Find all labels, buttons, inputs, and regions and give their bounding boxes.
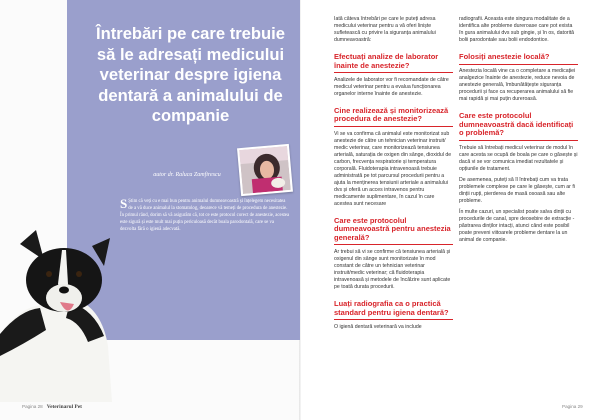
drop-cap: S: [120, 196, 128, 211]
page-number-right: Pagina 29: [562, 404, 583, 409]
heading-text: Care este protocolul dumneavoastră pentru anestezia generală?: [334, 215, 451, 242]
author-photo: [237, 144, 293, 196]
text-column-2: [459, 16, 578, 248]
magazine-brand: Veterinarul Pet: [46, 404, 82, 410]
answer-paragraph: O igienă dentară veterinară va include: [334, 323, 422, 330]
heading-rule: [334, 319, 453, 320]
question-heading: [334, 107, 453, 127]
heading-text: Folosiți anestezie locală?: [459, 52, 550, 61]
intro-paragraph: [120, 198, 290, 233]
answer-paragraph: Analizele de laborator vor fi recomandate de către medicul veterinar pentru a evalua funcționarea organelor interne înainte de anestezie.: [334, 76, 449, 97]
heading-rule: [459, 140, 578, 141]
heading-text: Efectuați analize de laborator înainte de anestezie?: [334, 52, 439, 70]
answer-paragraph: În multe cazuri, un specialist poate salva dinții cu procedurile de canal, spre deosebire de extracție - păstrarea dinților intacți, atunci când este posibil poate preveni viitoarele probleme dentare la un animal de companie.: [459, 208, 575, 243]
question-heading: [334, 217, 453, 245]
question-heading: [459, 112, 578, 140]
answer-paragraph: Anestezia locală vine ca o completare a medicației analgezice înainte de anestezie, reduce nevoia de anestezie generală, îmbunătățește siguranța procedurii și face ca recuperarea animalului să fie mai rapidă și mai puțin dureroasă.: [459, 68, 576, 103]
heading-rule: [334, 126, 453, 127]
heading-text: Cine realizează și monitorizează procedura de anestezie?: [334, 105, 449, 124]
page-number-left: Pagina 28: [22, 404, 43, 409]
article-title: Întrebări pe care trebuie să le adresați medicului veterinar despre igiena dentară a animalului de companie: [95, 24, 286, 125]
heading-rule: [334, 72, 453, 73]
question-heading: [334, 300, 453, 320]
heading-text: Luați radiografia ca o practică standard pentru igiena dentară?: [334, 298, 449, 317]
heading-rule: [459, 64, 578, 65]
answer-paragraph: De asemenea, puteți să îl întrebați cum va trata problemele complexe pe care le găsește, cum ar fi dinții rupți, pierderea de masă osoasă sau alte probleme.: [459, 176, 575, 204]
author-byline: autor dr. Raluca Zamfirescu: [153, 172, 221, 178]
answer-paragraph: radiografii. Aceasta este singura modalitate de a identifica alte probleme dureroase care pot exista în gura animalului dvs sub gingie, și în os, datorită bolii parodontale sau bolii endodontice.: [459, 16, 575, 43]
column-intro: Iată câteva întrebări pe care le puteți adresa medicului veterinar pentru a vă oferi liniște sufletească cu privire la siguranța animalului dumneavoastră:: [334, 16, 436, 43]
question-heading: [459, 53, 578, 64]
question-heading: [334, 53, 453, 73]
answer-paragraph: Ar trebui să vi se confirme că tensiunea arterială și oxigenul din sânge sunt monitorizate în mod constant de către un tehnician veterinar instruit/medic veterinar; că fluidoterapia intravenoasă și metodele de încălzire sunt aplicate pe toată durata procedurii.: [334, 248, 451, 290]
intro-text: Știm că veți cu e mai bun pentru animalul dumneavoastră și înțelegem necesitatea de a vă duce animalul la stomatolog, deoarece vă temeți de procedura de anestezie. În primul rând, dorim să vă asigurăm că, tot ce este protocol corect de anestezie, acestea este sigură și este mult mai puțin periculoasă decât boala parodontală, care se va dezvolta fără o igienă adecvată.: [120, 199, 290, 232]
answer-paragraph: Vi se va confirma că animalul este monitorizat sub anestezie de către un tehnician veterinar instruit/ medic veterinar, care monitorizează tensiunea arterială, saturația de oxigen din sânge, dioxidul de carbon, frecvența respiratorie și temperatura corporală. Fluidoterapia intravenoasă trebuie administrată pe tot parcursul procedurii pentru a ajuta la menținerea tensiunii arteriale a animalului dvs și oferă un acces intravenos pentru medicamente suplimentare, în cazul în care acestea sunt necesare: [334, 130, 452, 207]
answer-paragraph: Trebuie să întrebați medicul veterinar de modul în care acesta se ocupă de boala pe care o găsește și dacă vi se vor comunica imediat rezultatele și opțiunile de tratament.: [459, 144, 578, 172]
text-column-1: [334, 16, 453, 335]
heading-rule: [334, 244, 453, 245]
heading-text: Care este protocolul dumneavoastră dacă identificați o problemă?: [459, 111, 574, 138]
footer-left: [22, 404, 82, 410]
dog-photo: [0, 226, 112, 402]
